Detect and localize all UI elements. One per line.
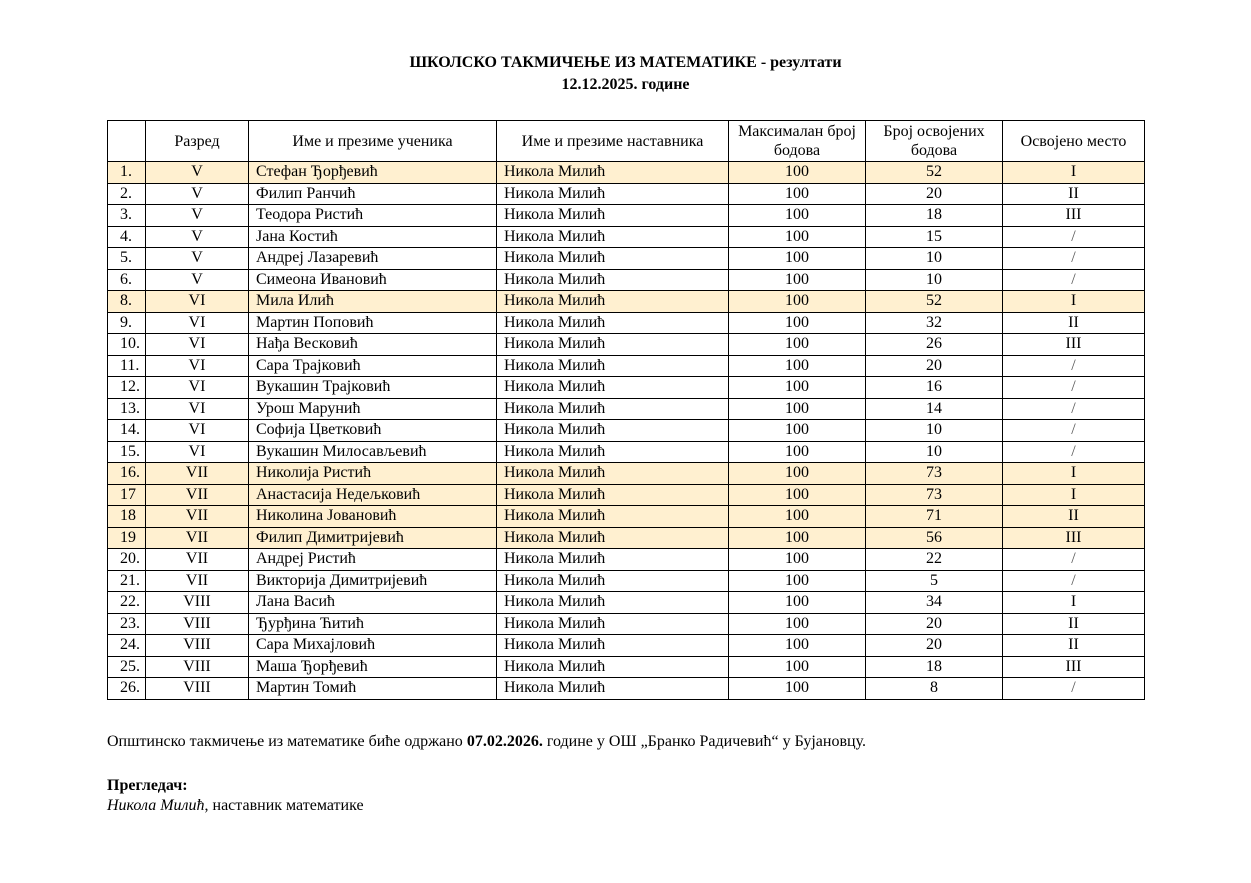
table-row: [108, 570, 1145, 592]
teacher-name-cell: Никола Милић: [497, 570, 729, 592]
student-name-cell: Софија Цветковић: [249, 420, 497, 442]
row-number: 16.: [108, 463, 146, 485]
points-cell: 34: [866, 592, 1003, 614]
grade-cell: V: [146, 248, 249, 270]
row-number: 6.: [108, 269, 146, 291]
points-cell: 73: [866, 484, 1003, 506]
max-points-cell: 100: [729, 248, 866, 270]
points-cell: 8: [866, 678, 1003, 700]
teacher-name-cell: Никола Милић: [497, 291, 729, 313]
student-name-cell: Андреј Лазаревић: [249, 248, 497, 270]
teacher-name-cell: Никола Милић: [497, 441, 729, 463]
results-table: [107, 120, 1145, 700]
points-cell: 20: [866, 183, 1003, 205]
place-cell: /: [1003, 226, 1145, 248]
points-cell: 15: [866, 226, 1003, 248]
student-name-cell: Мартин Поповић: [249, 312, 497, 334]
row-number: 21.: [108, 570, 146, 592]
points-cell: 26: [866, 334, 1003, 356]
max-points-cell: 100: [729, 398, 866, 420]
row-number: 3.: [108, 205, 146, 227]
points-cell: 10: [866, 269, 1003, 291]
row-number: 13.: [108, 398, 146, 420]
teacher-name-cell: Никола Милић: [497, 269, 729, 291]
grade-cell: VI: [146, 334, 249, 356]
grade-cell: VII: [146, 549, 249, 571]
table-row: [108, 269, 1145, 291]
grade-cell: VII: [146, 484, 249, 506]
place-cell: II: [1003, 635, 1145, 657]
title-line: [0, 52, 1251, 74]
max-points-cell: 100: [729, 441, 866, 463]
points-cell: 18: [866, 205, 1003, 227]
reviewer-name: Никола Милић: [107, 797, 205, 814]
grade-cell: V: [146, 183, 249, 205]
teacher-name-cell: Никола Милић: [497, 183, 729, 205]
max-points-cell: 100: [729, 484, 866, 506]
place-cell: III: [1003, 205, 1145, 227]
student-name-cell: Симеона Ивановић: [249, 269, 497, 291]
grade-cell: VII: [146, 570, 249, 592]
place-cell: II: [1003, 312, 1145, 334]
row-number: 12.: [108, 377, 146, 399]
column-header-grade: Разред: [146, 121, 249, 162]
place-cell: I: [1003, 162, 1145, 184]
max-points-cell: 100: [729, 678, 866, 700]
table-row: [108, 656, 1145, 678]
max-points-cell: 100: [729, 656, 866, 678]
table-row: [108, 162, 1145, 184]
place-cell: II: [1003, 613, 1145, 635]
points-cell: 20: [866, 613, 1003, 635]
student-name-cell: Николина Јовановић: [249, 506, 497, 528]
document-title: [0, 52, 1251, 96]
grade-cell: VI: [146, 377, 249, 399]
row-number: 25.: [108, 656, 146, 678]
points-cell: 56: [866, 527, 1003, 549]
table-body: [108, 162, 1145, 700]
teacher-name-cell: Никола Милић: [497, 162, 729, 184]
row-number: 26.: [108, 678, 146, 700]
table-row: [108, 183, 1145, 205]
place-cell: /: [1003, 355, 1145, 377]
teacher-name-cell: Никола Милић: [497, 205, 729, 227]
row-number: 5.: [108, 248, 146, 270]
place-cell: /: [1003, 441, 1145, 463]
max-points-cell: 100: [729, 527, 866, 549]
reviewer-label: Прегледач:: [107, 777, 188, 794]
max-points-cell: 100: [729, 183, 866, 205]
column-header-points: Број освојених бодова: [866, 121, 1003, 162]
teacher-name-cell: Никола Милић: [497, 549, 729, 571]
grade-cell: V: [146, 205, 249, 227]
teacher-name-cell: Никола Милић: [497, 678, 729, 700]
student-name-cell: Стефан Ђорђевић: [249, 162, 497, 184]
grade-cell: VIII: [146, 592, 249, 614]
max-points-cell: 100: [729, 205, 866, 227]
student-name-cell: Нађа Весковић: [249, 334, 497, 356]
table-row: [108, 398, 1145, 420]
grade-cell: VI: [146, 355, 249, 377]
place-cell: /: [1003, 398, 1145, 420]
table-header-row: [108, 121, 1145, 162]
student-name-cell: Сара Трајковић: [249, 355, 497, 377]
table-row: [108, 226, 1145, 248]
teacher-name-cell: Никола Милић: [497, 420, 729, 442]
student-name-cell: Мартин Томић: [249, 678, 497, 700]
points-cell: 20: [866, 355, 1003, 377]
table-row: [108, 527, 1145, 549]
teacher-name-cell: Никола Милић: [497, 226, 729, 248]
grade-cell: V: [146, 269, 249, 291]
reviewer-role: , наставник математике: [204, 797, 364, 814]
row-number: 17: [108, 484, 146, 506]
points-cell: 32: [866, 312, 1003, 334]
place-cell: /: [1003, 549, 1145, 571]
teacher-name-cell: Никола Милић: [497, 334, 729, 356]
student-name-cell: Маша Ђорђевић: [249, 656, 497, 678]
max-points-cell: 100: [729, 635, 866, 657]
column-header-place: Освојено место: [1003, 121, 1145, 162]
table-row: [108, 506, 1145, 528]
teacher-name-cell: Никола Милић: [497, 656, 729, 678]
points-cell: 16: [866, 377, 1003, 399]
max-points-cell: 100: [729, 269, 866, 291]
student-name-cell: Сара Михајловић: [249, 635, 497, 657]
student-name-cell: Лана Васић: [249, 592, 497, 614]
grade-cell: VI: [146, 312, 249, 334]
table-row: [108, 312, 1145, 334]
points-cell: 20: [866, 635, 1003, 657]
max-points-cell: 100: [729, 463, 866, 485]
teacher-name-cell: Никола Милић: [497, 484, 729, 506]
student-name-cell: Урош Марунић: [249, 398, 497, 420]
grade-cell: VI: [146, 441, 249, 463]
title-date: 12.12.2025. године: [561, 76, 690, 93]
student-name-cell: Андреј Ристић: [249, 549, 497, 571]
place-cell: III: [1003, 527, 1145, 549]
row-number: 20.: [108, 549, 146, 571]
place-cell: I: [1003, 592, 1145, 614]
table-row: [108, 592, 1145, 614]
grade-cell: VII: [146, 463, 249, 485]
table-row: [108, 355, 1145, 377]
place-cell: /: [1003, 678, 1145, 700]
table-row: [108, 484, 1145, 506]
teacher-name-cell: Никола Милић: [497, 377, 729, 399]
place-cell: III: [1003, 656, 1145, 678]
student-name-cell: Ђурђина Ћитић: [249, 613, 497, 635]
row-number: 24.: [108, 635, 146, 657]
teacher-name-cell: Никола Милић: [497, 506, 729, 528]
row-number: 8.: [108, 291, 146, 313]
table-row: [108, 463, 1145, 485]
grade-cell: V: [146, 226, 249, 248]
table-row: [108, 678, 1145, 700]
note-text-before: Општинско такмичење из математике биће одржано: [107, 733, 467, 750]
row-number: 4.: [108, 226, 146, 248]
table-row: [108, 420, 1145, 442]
row-number: 14.: [108, 420, 146, 442]
note-date: 07.02.2026.: [466, 733, 543, 750]
footer: [107, 732, 866, 816]
student-name-cell: Вукашин Милосављевић: [249, 441, 497, 463]
row-number: 18: [108, 506, 146, 528]
grade-cell: VIII: [146, 635, 249, 657]
column-header-number: [108, 121, 146, 162]
table-row: [108, 377, 1145, 399]
column-header-student: Име и презиме ученика: [249, 121, 497, 162]
teacher-name-cell: Никола Милић: [497, 527, 729, 549]
teacher-name-cell: Никола Милић: [497, 398, 729, 420]
teacher-name-cell: Никола Милић: [497, 312, 729, 334]
grade-cell: VIII: [146, 613, 249, 635]
table-row: [108, 291, 1145, 313]
place-cell: I: [1003, 463, 1145, 485]
column-header-max-points: Максималан број бодова: [729, 121, 866, 162]
teacher-name-cell: Никола Милић: [497, 613, 729, 635]
grade-cell: VII: [146, 527, 249, 549]
place-cell: I: [1003, 291, 1145, 313]
row-number: 22.: [108, 592, 146, 614]
student-name-cell: Николија Ристић: [249, 463, 497, 485]
table-row: [108, 334, 1145, 356]
competition-note: [107, 732, 866, 752]
row-number: 10.: [108, 334, 146, 356]
teacher-name-cell: Никола Милић: [497, 592, 729, 614]
points-cell: 22: [866, 549, 1003, 571]
place-cell: /: [1003, 269, 1145, 291]
place-cell: II: [1003, 183, 1145, 205]
max-points-cell: 100: [729, 162, 866, 184]
place-cell: I: [1003, 484, 1145, 506]
points-cell: 5: [866, 570, 1003, 592]
place-cell: /: [1003, 420, 1145, 442]
row-number: 15.: [108, 441, 146, 463]
grade-cell: VI: [146, 420, 249, 442]
max-points-cell: 100: [729, 570, 866, 592]
row-number: 19: [108, 527, 146, 549]
max-points-cell: 100: [729, 592, 866, 614]
reviewer-line: [107, 797, 364, 814]
note-text-after: године у ОШ „Бранко Радичевић“ у Бујановцу.: [542, 733, 866, 750]
max-points-cell: 100: [729, 613, 866, 635]
points-cell: 10: [866, 441, 1003, 463]
teacher-name-cell: Никола Милић: [497, 635, 729, 657]
max-points-cell: 100: [729, 312, 866, 334]
table-row: [108, 635, 1145, 657]
points-cell: 52: [866, 291, 1003, 313]
max-points-cell: 100: [729, 355, 866, 377]
student-name-cell: Јана Костић: [249, 226, 497, 248]
row-number: 9.: [108, 312, 146, 334]
place-cell: III: [1003, 334, 1145, 356]
student-name-cell: Филип Димитријевић: [249, 527, 497, 549]
teacher-name-cell: Никола Милић: [497, 463, 729, 485]
grade-cell: VIII: [146, 656, 249, 678]
points-cell: 14: [866, 398, 1003, 420]
grade-cell: VII: [146, 506, 249, 528]
title-main: ШКОЛСКО ТАКМИЧЕЊЕ ИЗ МАТЕМАТИКЕ: [409, 54, 757, 71]
teacher-name-cell: Никола Милић: [497, 355, 729, 377]
table-row: [108, 549, 1145, 571]
max-points-cell: 100: [729, 420, 866, 442]
title-suffix: - резултати: [756, 54, 842, 71]
table-row: [108, 441, 1145, 463]
column-header-teacher: Име и презиме наставника: [497, 121, 729, 162]
points-cell: 71: [866, 506, 1003, 528]
grade-cell: VI: [146, 291, 249, 313]
points-cell: 73: [866, 463, 1003, 485]
row-number: 23.: [108, 613, 146, 635]
student-name-cell: Теодора Ристић: [249, 205, 497, 227]
grade-cell: VI: [146, 398, 249, 420]
row-number: 2.: [108, 183, 146, 205]
grade-cell: VIII: [146, 678, 249, 700]
place-cell: II: [1003, 506, 1145, 528]
max-points-cell: 100: [729, 377, 866, 399]
table-row: [108, 613, 1145, 635]
max-points-cell: 100: [729, 291, 866, 313]
student-name-cell: Анастасија Недељковић: [249, 484, 497, 506]
max-points-cell: 100: [729, 506, 866, 528]
table-row: [108, 205, 1145, 227]
points-cell: 18: [866, 656, 1003, 678]
points-cell: 52: [866, 162, 1003, 184]
max-points-cell: 100: [729, 226, 866, 248]
place-cell: /: [1003, 377, 1145, 399]
row-number: 11.: [108, 355, 146, 377]
place-cell: /: [1003, 570, 1145, 592]
grade-cell: V: [146, 162, 249, 184]
max-points-cell: 100: [729, 549, 866, 571]
student-name-cell: Филип Ранчић: [249, 183, 497, 205]
student-name-cell: Мила Илић: [249, 291, 497, 313]
table-row: [108, 248, 1145, 270]
student-name-cell: Вукашин Трајковић: [249, 377, 497, 399]
max-points-cell: 100: [729, 334, 866, 356]
place-cell: /: [1003, 248, 1145, 270]
points-cell: 10: [866, 420, 1003, 442]
teacher-name-cell: Никола Милић: [497, 248, 729, 270]
points-cell: 10: [866, 248, 1003, 270]
row-number: 1.: [108, 162, 146, 184]
student-name-cell: Викторија Димитријевић: [249, 570, 497, 592]
